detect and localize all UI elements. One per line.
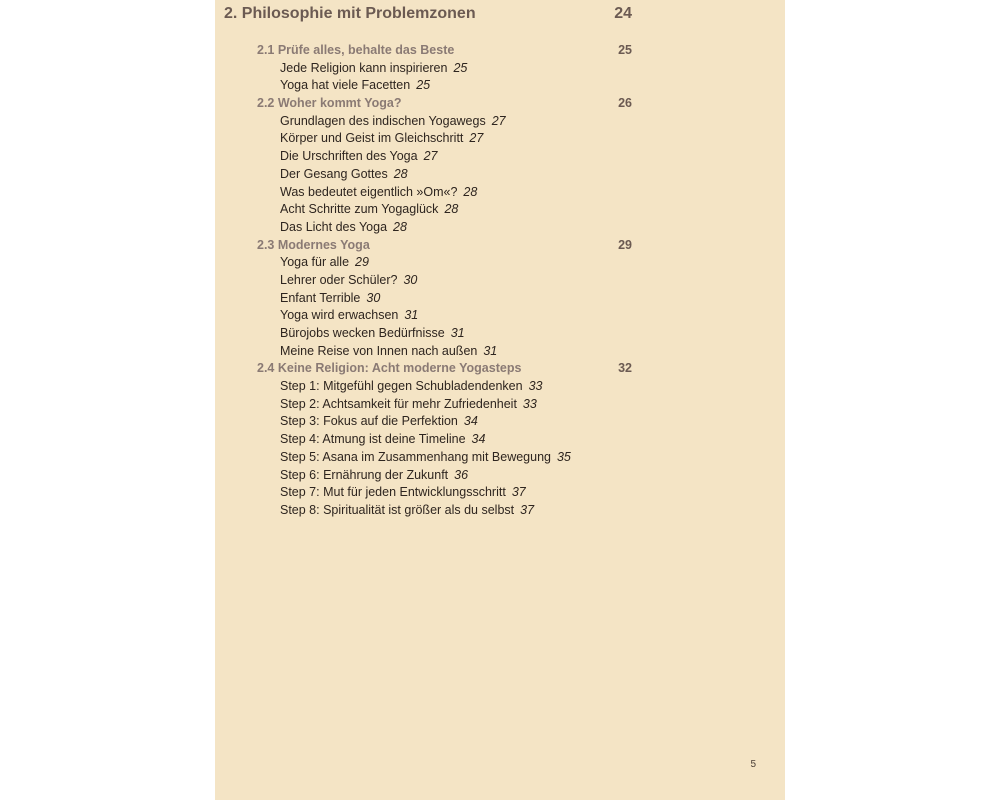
toc-entry	[257, 325, 632, 343]
chapter-title: 2. Philosophie mit Problemzonen	[224, 5, 476, 22]
toc-entry-title: Step 8: Spiritualität ist größer als du selbst	[280, 502, 515, 517]
toc-entry	[257, 484, 632, 502]
toc-entry-page: 30	[403, 272, 418, 287]
toc-entry	[257, 467, 632, 485]
toc-entry-title: Meine Reise von Innen nach außen	[280, 343, 478, 358]
toc-entry	[257, 201, 632, 219]
toc-section-title: 2.2 Woher kommt Yoga?	[257, 96, 402, 111]
toc-section-title: 2.3 Modernes Yoga	[257, 237, 370, 252]
toc-entry-page: 31	[450, 326, 465, 340]
toc-section-title: 2.4 Keine Religion: Acht moderne Yogasteps	[257, 361, 522, 376]
toc-entry	[257, 307, 632, 325]
toc-entry-page: 28	[463, 184, 478, 199]
toc-entry-title: Step 2: Achtsamkeit für mehr Zufriedenheit	[280, 396, 517, 411]
toc-entry-title: Lehrer oder Schüler?	[280, 272, 398, 287]
toc-entry-title: Step 3: Fokus auf die Perfektion	[280, 414, 458, 429]
toc-entry-page: 28	[393, 219, 407, 234]
toc-entry	[257, 290, 632, 308]
toc-entry-title: Step 1: Mitgefühl gegen Schubladendenken	[280, 379, 523, 394]
toc-entry-title: Step 5: Asana im Zusammenhang mit Bewegung	[280, 449, 551, 464]
toc-section-page: 29	[618, 237, 632, 252]
toc-entry-page: 33	[528, 379, 543, 394]
toc-entry	[257, 449, 632, 467]
toc-entry	[257, 77, 632, 95]
toc-section-page: 26	[618, 96, 632, 111]
toc-entry	[257, 254, 632, 272]
toc-entry-title: Yoga hat viele Facetten	[280, 78, 411, 93]
toc-entry-title: Enfant Terrible	[280, 290, 361, 305]
toc-entry-page: 27	[469, 131, 484, 146]
toc-entry-page: 37	[511, 485, 526, 500]
toc-entry-page: 25	[453, 60, 468, 75]
toc-entry-title: Yoga wird erwachsen	[280, 308, 399, 323]
footer-page-number: 5	[750, 759, 756, 770]
toc-entry	[257, 272, 632, 290]
toc-entry	[257, 343, 632, 361]
toc-entry-title: Das Licht des Yoga	[280, 219, 388, 234]
toc-entry	[257, 502, 632, 520]
toc-entry-title: Yoga für alle	[280, 255, 350, 270]
toc-entry	[257, 113, 632, 131]
toc-entry-title: Jede Religion kann inspirieren	[280, 60, 448, 75]
toc-entry-title: Grundlagen des indischen Yogawegs	[280, 113, 486, 128]
toc-entry-page: 25	[416, 78, 431, 93]
toc-entry	[257, 148, 632, 166]
toc-section-title: 2.1 Prüfe alles, behalte das Beste	[257, 43, 455, 57]
toc-section-page: 25	[618, 43, 632, 57]
toc-section	[257, 95, 632, 113]
toc-entry-page: 31	[483, 343, 498, 358]
toc-entry	[257, 219, 632, 237]
toc-section	[257, 42, 632, 60]
toc-entry	[257, 60, 632, 78]
toc-entry-title: Körper und Geist im Gleichschritt	[280, 131, 464, 146]
toc-entry	[257, 378, 632, 396]
toc-entry-title: Der Gesang Gottes	[280, 166, 388, 181]
toc-entry-page: 34	[471, 432, 486, 447]
toc-entry-page: 28	[444, 202, 459, 217]
toc-entry-page: 34	[463, 414, 478, 429]
toc-section-page: 32	[618, 361, 632, 376]
toc-entry-page: 30	[366, 290, 381, 305]
toc-entry	[257, 184, 632, 202]
toc-entry-page: 27	[423, 149, 438, 164]
toc-entry-title: Acht Schritte zum Yogaglück	[280, 202, 439, 217]
toc-entry-page: 35	[556, 449, 571, 464]
toc-entry-page: 27	[491, 113, 506, 128]
toc-entry-title: Step 6: Ernährung der Zukunft	[280, 467, 449, 482]
toc-section	[257, 237, 632, 255]
toc-entry	[257, 130, 632, 148]
toc-entry	[257, 396, 632, 414]
toc-entry	[257, 431, 632, 449]
toc-entry	[257, 413, 632, 431]
toc-entry	[257, 166, 632, 184]
chapter-page-number: 24	[614, 5, 632, 22]
toc-entry-title: Step 7: Mut für jeden Entwicklungsschritt	[280, 485, 506, 500]
toc-entry-title: Step 4: Atmung ist deine Timeline	[280, 432, 466, 447]
toc-entry-page: 37	[520, 502, 535, 517]
book-page	[215, 0, 785, 800]
toc-entry-title: Die Urschriften des Yoga	[280, 149, 418, 164]
toc-entry-page: 33	[522, 396, 537, 411]
table-of-contents	[257, 42, 632, 520]
toc-entry-page: 31	[404, 308, 419, 323]
toc-entry-title: Was bedeutet eigentlich »Om«?	[280, 184, 458, 199]
toc-entry-title: Bürojobs wecken Bedürfnisse	[280, 326, 445, 340]
toc-entry-page: 29	[355, 255, 369, 270]
toc-entry-page: 28	[393, 166, 408, 181]
chapter-heading	[224, 5, 632, 27]
toc-section	[257, 360, 632, 378]
toc-entry-page: 36	[454, 467, 469, 482]
